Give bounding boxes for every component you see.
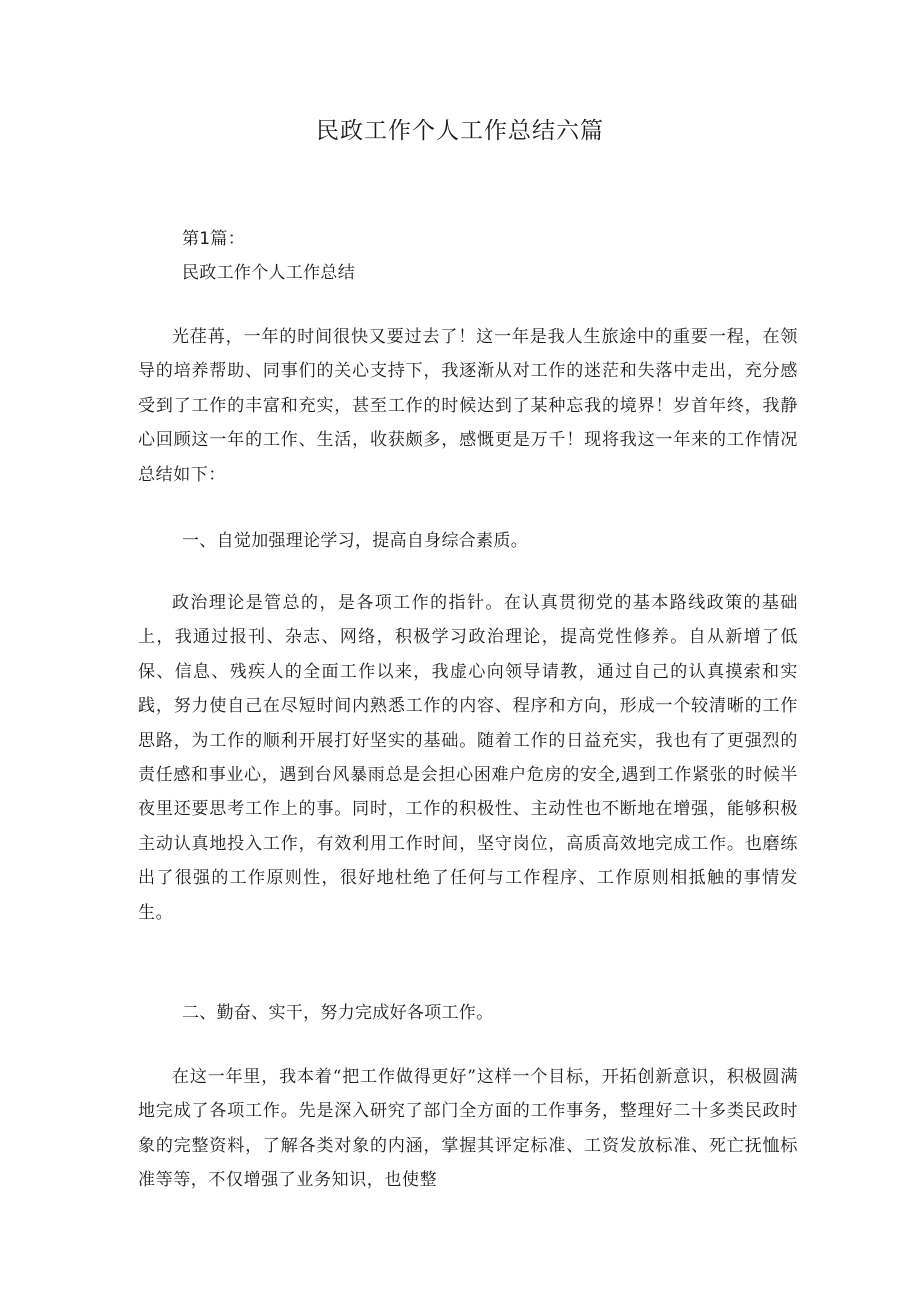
section-heading-2: 二、勤奋、实干，努力完成好各项工作。 — [182, 1003, 494, 1023]
section-subtitle: 民政工作个人工作总结 — [182, 263, 355, 283]
document-title: 民政工作个人工作总结六篇 — [316, 118, 604, 144]
paragraph-diligence: 在这一年里，我本着“把工作做得更好”这样一个目标，开拓创新意识，积极圆满地完成了各项工作。先是深入研究了部门全方面的工作事务，整理好二十多类民政时象的完整资料，了解各类对象的内涵，掌握其评定标准、工资发放标准、死亡抚恤标准等等，不仅增强了业务知识，也使整 — [138, 1067, 798, 1191]
section-heading-1: 一、自觉加强理论学习，提高自身综合素质。 — [182, 531, 528, 551]
paragraph-theory-study: 政治理论是管总的，是各项工作的指针。在认真贯彻党的基本路线政策的基础上，我通过报刊、杂志、网络，积极学习政治理论，提高党性修养。自从新增了低保、信息、残疾人的全面工作以来，我虚心向领导请教，通过自己的认真摸索和实践，努力使自己在尽短时间内熟悉工作的内容、程序和方向，形成一个较清晰的工作思路，为工作的顺利开展打好坚实的基础。随着工作的日益充实，我也有了更强烈的责任感和事业心，遇到台风暴雨总是会担心困难户危房的安全,遇到工作紧张的时候半夜里还要思考工作上的事。同时，工作的积极性、主动性也不断地在增强，能够积极主动认真地投入工作，有效利用工作时间，坚守岗位，高质高效地完成工作。也磨练出了很强的工作原则性，很好地杜绝了任何与工作程序、工作原则相抵触的事情发生。 — [138, 593, 798, 923]
part-label: 第1篇： — [182, 229, 246, 249]
paragraph-intro: 光荏苒，一年的时间很快又要过去了！这一年是我人生旅途中的重要一程，在领导的培养帮助、同事们的关心支持下，我逐渐从对工作的迷茫和失落中走出，充分感受到了工作的丰富和充实，甚至工作的时候达到了某种忘我的境界！岁首年终，我静心回顾这一年的工作、生活，收获颇多，感慨更是万千！现将我这一年来的工作情况总结如下： — [138, 327, 798, 485]
